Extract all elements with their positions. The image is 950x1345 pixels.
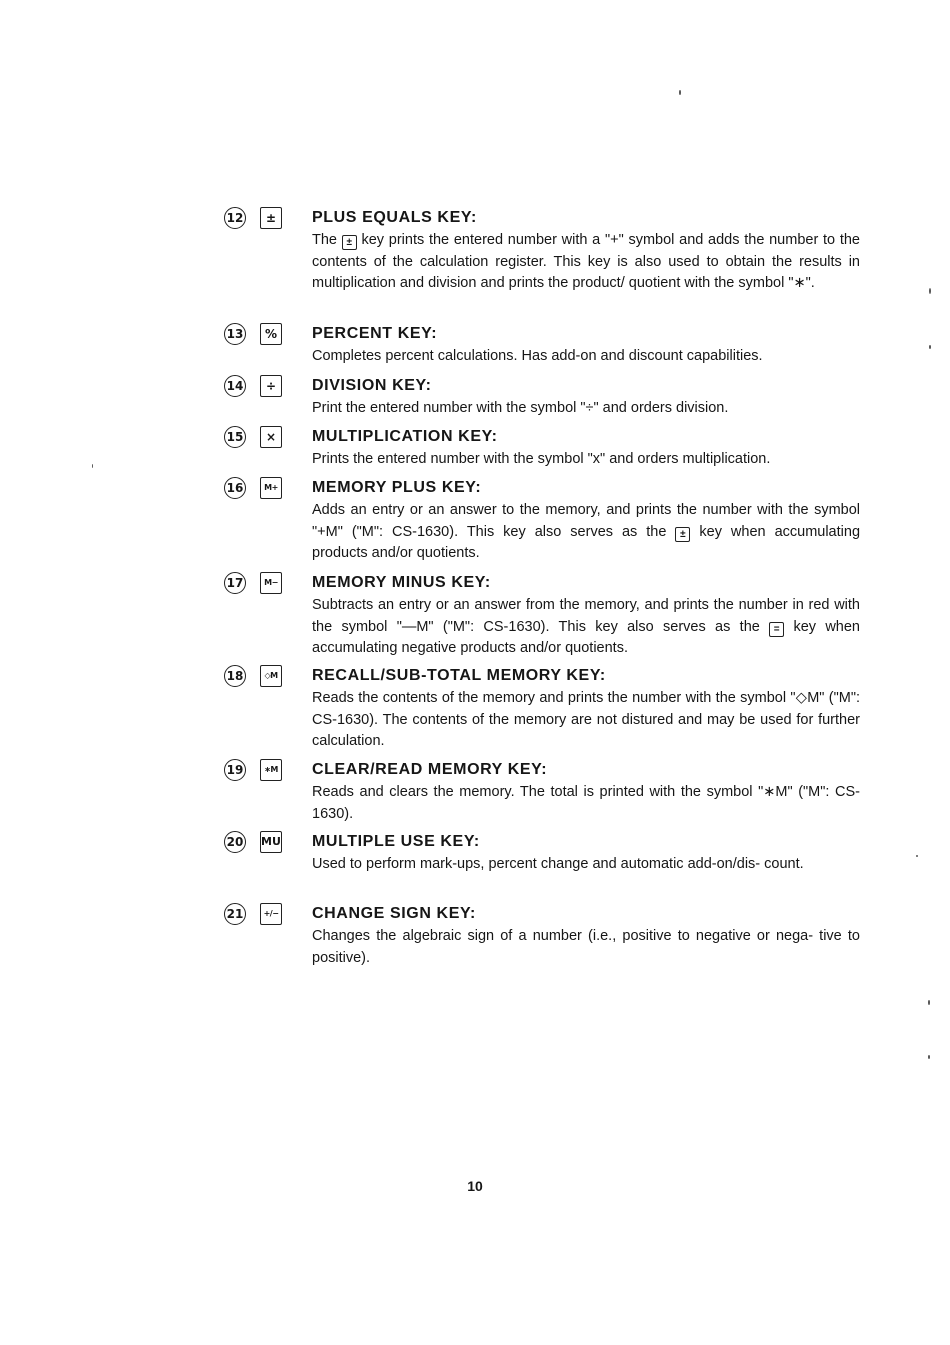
key-title: DIVISION KEY: [312,377,432,394]
item-number: 12 [224,207,246,229]
key-description: Completes percent calculations. Has add-on and discount capabilities. [312,348,763,364]
key-title: CHANGE SIGN KEY: [312,905,476,922]
memory-plus-key-icon: M+ [260,477,282,499]
key-description: Subtracts an entry or an answer from the memory, and prints the number in red with the symbol "—M" ("M": CS-1630). This key also serves as the = key when accumulating negative products and/or quotients. [312,597,860,657]
key-description: Changes the algebraic sign of a number (i.e., positive to negative or nega- tive to positive). [312,928,860,966]
percent-key-icon: % [260,323,282,345]
item-number: 20 [224,831,246,853]
key-title: CLEAR/READ MEMORY KEY: [312,761,548,778]
key-title: RECALL/SUB-TOTAL MEMORY KEY: [312,667,606,684]
clear-memory-key-icon: ∗M [260,759,282,781]
division-key-icon: ÷ [260,375,282,397]
item-number: 13 [224,323,246,345]
plus-equals-key-icon: ± [675,527,690,542]
change-sign-key-icon: +/− [260,903,282,925]
key-title: MULTIPLE USE KEY: [312,833,480,850]
scan-speck [928,1055,930,1059]
key-title: PLUS EQUALS KEY: [312,209,477,226]
key-title: MEMORY MINUS KEY: [312,574,491,591]
key-title: MEMORY PLUS KEY: [312,479,482,496]
item-number: 21 [224,903,246,925]
scan-speck [929,288,931,294]
multiplication-key-icon: × [260,426,282,448]
item-number: 16 [224,477,246,499]
key-description: The ± key prints the entered number with a "+" symbol and adds the number to the contents of the calculation register. This key is also used to obtain the results in multiplication and division and prints the product/ quotient with the symbol "∗". [312,232,860,292]
item-number: 15 [224,426,246,448]
key-title: PERCENT KEY: [312,325,438,342]
scan-speck [679,90,681,95]
plus-equals-key-icon: ± [342,235,357,250]
scan-speck [929,345,931,349]
key-description: Print the entered number with the symbol "÷" and orders division. [312,400,729,416]
multiple-use-key-icon: MU [260,831,282,853]
key-description: Reads the contents of the memory and prints the number with the symbol "◇M" ("M": CS-1630). The contents of the memory are not distured and may be used for further calculation. [312,690,860,750]
key-title: MULTIPLICATION KEY: [312,428,498,445]
item-number: 14 [224,375,246,397]
scan-speck [928,1000,930,1005]
item-number: 18 [224,665,246,687]
minus-equals-key-icon: = [769,622,784,637]
recall-memory-key-icon: ◇M [260,665,282,687]
key-description: Reads and clears the memory. The total is printed with the symbol "∗M" ("M": CS-1630). [312,784,860,822]
scan-speck [92,464,93,468]
page-number: 10 [467,1178,483,1194]
key-description: Used to perform mark-ups, percent change and automatic add-on/dis- count. [312,856,804,872]
plus-equals-key-icon: ± [260,207,282,229]
key-description: Prints the entered number with the symbol "x" and orders multiplication. [312,451,771,467]
key-description: Adds an entry or an answer to the memory, and prints the number with the symbol "+M" ("M": CS-1630). This key also serves as the ± key when accumulating products and/or quotients. [312,502,861,562]
scan-speck [916,855,918,857]
memory-minus-key-icon: M− [260,572,282,594]
item-number: 17 [224,572,246,594]
item-number: 19 [224,759,246,781]
